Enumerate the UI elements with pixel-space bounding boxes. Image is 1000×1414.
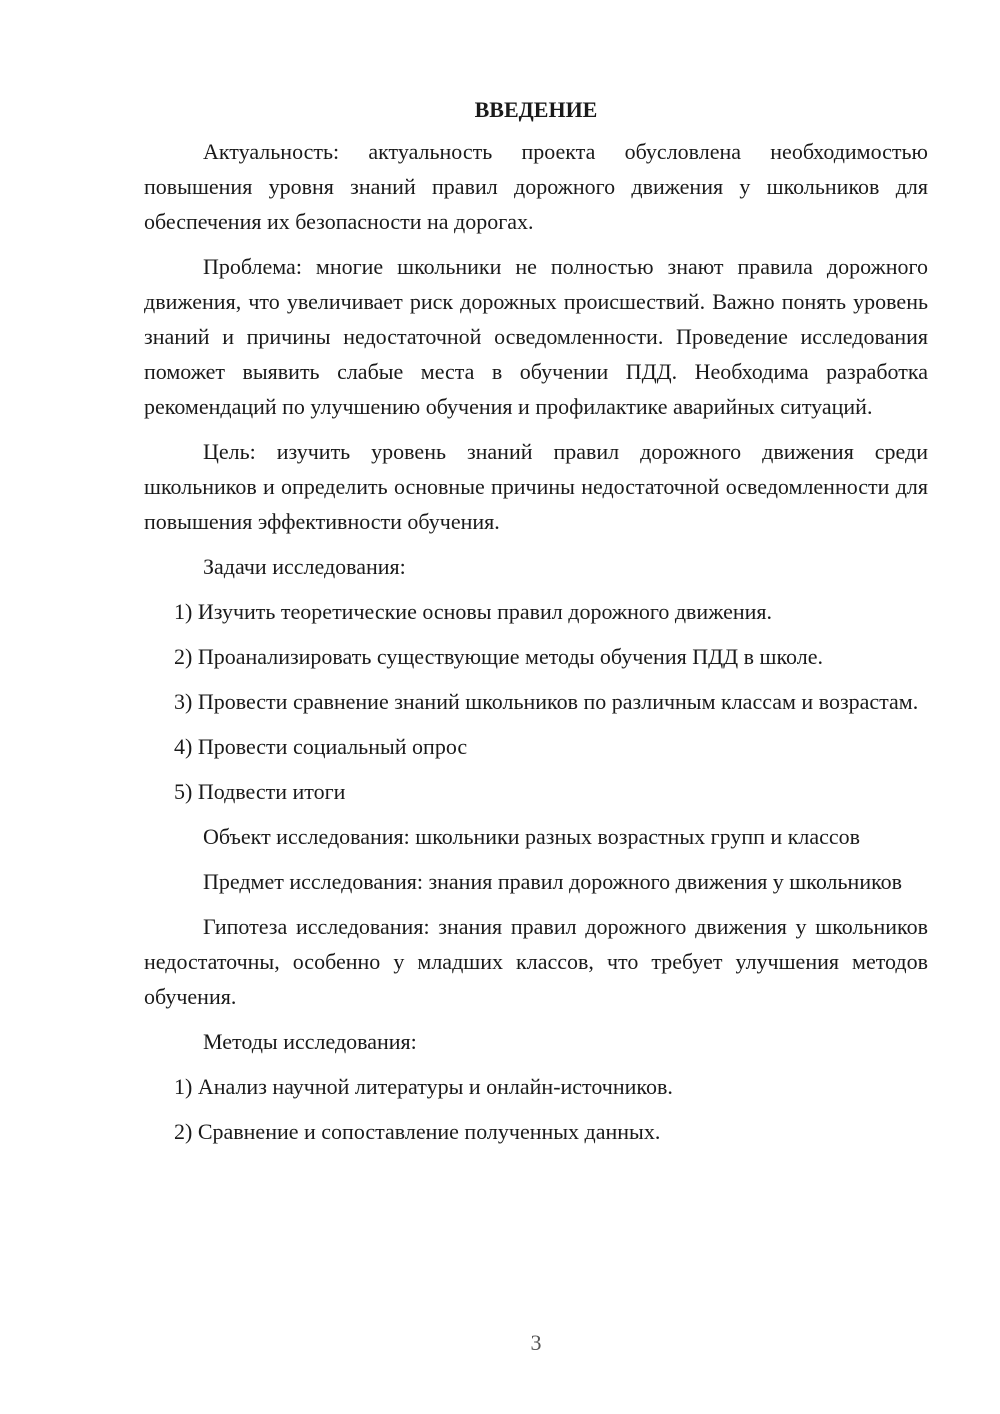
- task-item-2: 2) Проанализировать существующие методы обучения ПДД в школе.: [174, 644, 823, 669]
- method-item-2: 2) Сравнение и сопоставление полученных данных.: [174, 1119, 661, 1144]
- problem-paragraph: Проблема: многие школьники не полностью знают правила дорожного движения, что увеличивает риск дорожных происшествий. Важно понять уровень знаний и причины недостаточной осведомленности. Проведение исследования поможет выявить слабые места в обучении ПДД. Необходима разработка рекомендаций по улучшению обучения и профилактике аварийных ситуаций.: [144, 254, 928, 419]
- subject-paragraph: Предмет исследования: знания правил дорожного движения у школьников: [203, 869, 903, 894]
- relevance-paragraph: Актуальность: актуальность проекта обусловлена необходимостью повышения уровня знаний правил дорожного движения у школьников для обеспечения их безопасности на дорогах.: [144, 139, 928, 234]
- task-item-1: 1) Изучить теоретические основы правил дорожного движения.: [174, 599, 773, 624]
- task-item-5: 5) Подвести итоги: [174, 779, 346, 804]
- method-item-1: 1) Анализ научной литературы и онлайн-источников.: [174, 1074, 673, 1099]
- hypothesis-paragraph: Гипотеза исследования: знания правил дорожного движения у школьников недостаточны, особенно у младших классов, что требует улучшения методов обучения.: [144, 914, 928, 1009]
- task-item-3: 3) Провести сравнение знаний школьников по различным классам и возрастам.: [174, 689, 919, 714]
- document-page: [144, 92, 928, 1159]
- page-number: 3: [530, 1330, 542, 1355]
- task-item-4: 4) Провести социальный опрос: [174, 734, 468, 759]
- goal-paragraph: Цель: изучить уровень знаний правил дорожного движения среди школьников и определить основные причины недостаточной осведомленности для повышения эффективности обучения.: [144, 439, 928, 534]
- methods-heading: Методы исследования:: [203, 1029, 417, 1054]
- object-paragraph: Объект исследования: школьники разных возрастных групп и классов: [203, 824, 861, 849]
- tasks-heading: Задачи исследования:: [203, 554, 406, 579]
- document-title: ВВЕДЕНИЕ: [474, 97, 598, 122]
